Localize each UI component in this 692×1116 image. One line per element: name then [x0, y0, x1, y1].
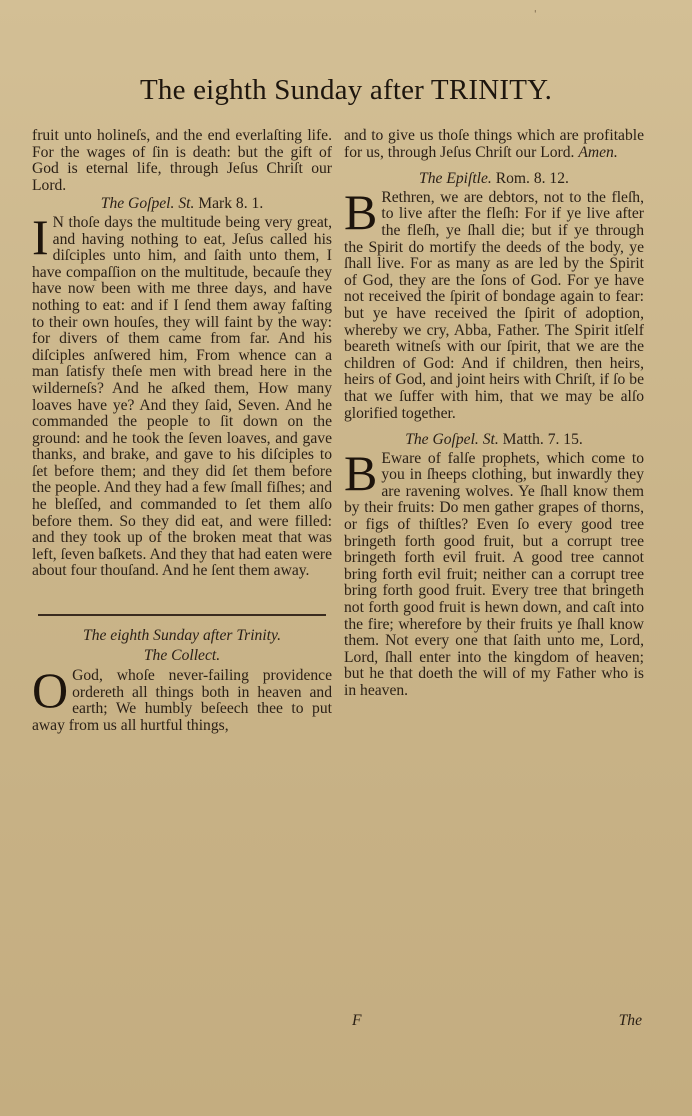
gospel-text-right — [344, 444, 644, 700]
epistle-label: The Epiſtle. — [419, 170, 492, 188]
epistle-ref: Rom. 8. 12. — [495, 170, 569, 188]
gospel-heading-right — [344, 432, 644, 449]
gospel-heading-left — [32, 196, 332, 213]
gospel-label: The Goſpel. — [405, 431, 479, 449]
gospel-label: The Goſpel. — [100, 195, 175, 213]
dropcap: B — [344, 183, 378, 240]
gospel-text-left — [32, 208, 332, 580]
gospel-body: Eware of falſe prophets, which come to you in ſheeps clothing, but inwardly they are ravening wolves. Ye ſhall know them by their fruits: Do men gather grapes of thorns, or figs of thiſtles? Even ſo every good tree bringeth forth good fruit, but a corrupt tree bringeth forth evil fruit. A good tree cannot bring forth evil fruit; neither can a corrupt tree bring forth good fruit. Every tree that bringeth not forth good fruit is hewn down, and caſt into the fire; wherefore by their fruits ye ſhall know them. Not every one that ſaith unto me, Lord, Lord, ſhall enter into the kingdom of heaven; but he that doeth the will of my Father who is in heaven. — [344, 449, 644, 699]
signature-mark: F — [352, 1012, 362, 1029]
collect-body: God, whoſe never-failing providence ordereth all things both in heaven and earth; We humbly beſeech thee to put away from us all hurtful things, — [32, 667, 332, 734]
gospel-ref: Mark 8. 1. — [198, 195, 264, 213]
epistle-text — [344, 183, 644, 422]
gospel-ref: Matth. 7. 15. — [502, 431, 583, 449]
opening-text: fruit unto holineſs, and the end everlaſting life. For the wages of ſin is death: but the gift of God is eternal life, through Jeſus Chriſt our Lord. — [32, 127, 332, 194]
gospel-ref-prefix: St. — [178, 195, 195, 213]
epistle-body: Rethren, we are debtors, not to the fleſh, to live after the fleſh: For if ye live after the fleſh, ye ſhall die; but if ye through the Spirit do mortify the deeds of the body, ye ſhall live. For as many as are led by the Spirit of God, they are the ſons of God. For ye have not received the ſpirit of bondage again to fear: but ye have received the ſpirit of adoption, whereby we cry, Abba, Father. The Spirit itſelf beareth witneſs with our ſpirit, that we are the children of God: And if children, then heirs, heirs of God, and joint heirs with Chriſt, if ſo be that we ſuffer with him, that we may be alſo glorified together. — [344, 188, 644, 422]
right-column — [344, 128, 644, 700]
collect-continued-text: and to give us thoſe things which are profitable for us, through Jeſus Chriſt our Lord. — [344, 127, 644, 161]
dropcap: O — [32, 662, 69, 719]
dropcap: I — [32, 208, 49, 265]
page-mark: ' — [534, 10, 537, 20]
amen: Amen. — [578, 143, 618, 161]
gospel-body: N thoſe days the multitude being very great, and having nothing to eat, Jeſus called his diſciples unto him, and ſaith unto them, I have compaſſion on the multitude, becauſe they have now been with me three days, and have nothing to eat: and if I ſend them away faſting to their own houſes, they will faint by the way: for divers of them came from far. And his diſciples anſwered him, From whence can a man ſatisfy theſe men with bread here in the wilderneſs? And he aſked them, How many loaves have ye? And they ſaid, Seven. And he commanded the people to ſit down on the ground: and he took the ſeven loaves, and gave thanks, and brake, and gave to his diſciples to ſet before them; and they did ſet them before the people. And they had a few ſmall fiſhes; and he bleſſed, and commanded to ſet them alſo before them. So they did eat, and were filled: and they took up of the broken meat that was left, ſeven baſkets. And they that had eaten were about four thouſand. And he ſent them away. — [32, 213, 332, 580]
catchword: The — [618, 1012, 642, 1029]
sunday-title: The eighth Sunday after Trinity. — [83, 627, 281, 645]
collect-continued — [344, 128, 644, 161]
dropcap: B — [344, 444, 378, 501]
left-column — [32, 128, 332, 735]
collect-label: The Collect. — [143, 646, 221, 664]
collect-text — [32, 662, 332, 734]
epistle-heading — [344, 171, 644, 188]
section-divider — [38, 614, 326, 616]
gospel-ref-prefix: St. — [482, 431, 499, 449]
page-title: The eighth Sunday after TRINITY. — [139, 74, 553, 106]
